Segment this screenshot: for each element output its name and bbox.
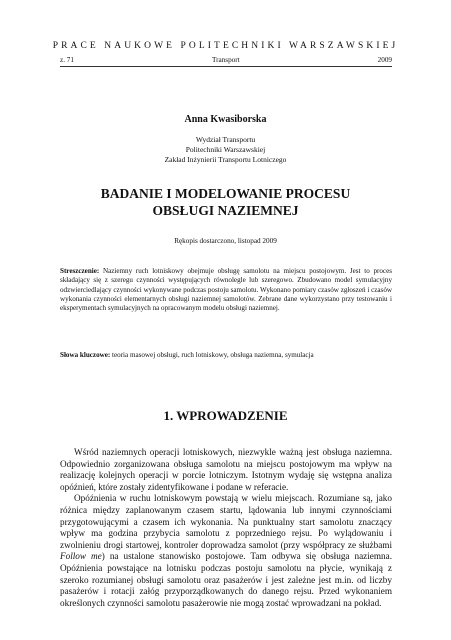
paper-title-line-2: OBSŁUGI NAZIEMNEJ bbox=[152, 203, 299, 218]
abstract-text: Naziemny ruch lotniskowy obejmuje obsługę samolotu na miejscu postojowym. Jest to proces składający się z szeregu czynności występujących równolegle lub szeregowo. Zbudowano model symulacyjny odzwierciedlający czynności wykonywane podczas postoju samolotu. Wykonano pomiary czasów zgłoszeń i czasów wykonania czynności elementarnych obsługi naziemnej samolotów. Zebrane dane wykorzystano przy testowaniu i eksperymentach symulacyjnych na opracowanym modelu obsługi naziemnej. bbox=[60, 267, 392, 313]
affiliation-line-2: Politechniki Warszawskiej bbox=[185, 145, 266, 154]
keywords-label: Słowa kluczowe: bbox=[60, 351, 111, 359]
abstract bbox=[60, 267, 392, 313]
author-name: Anna Kwasiborska bbox=[184, 114, 267, 125]
volume-number: z. 71 bbox=[60, 56, 74, 64]
abstract-label: Streszczenie: bbox=[60, 267, 100, 275]
keywords bbox=[60, 351, 392, 359]
publication-year: 2009 bbox=[377, 56, 392, 64]
body-paragraph: Wśród naziemnych operacji lotniskowych, niezwykle ważną jest obsługa naziemna. Odpowiednio zorganizowana obsługa samolotu na miejscu postojowym ma wpływ na realizację kolejnych operacji w porcie lotniczym. Istotnym wydaję się wstępna analiza opóźnień, które zostały zidentyfikowane i podane w referacie. bbox=[60, 447, 392, 492]
affiliation-line-1: Wydział Transportu bbox=[195, 135, 256, 144]
section-heading: 1. WPROWADZENIE bbox=[163, 408, 288, 423]
header-rule bbox=[60, 66, 392, 67]
journal-section: Transport bbox=[211, 56, 240, 64]
paper-title-line-1: BADANIE I MODELOWANIE PROCESU bbox=[100, 186, 351, 201]
body-text bbox=[60, 447, 392, 609]
journal-series-title: PRACE NAUKOWE POLITECHNIKI WARSZAWSKIEJ bbox=[52, 41, 399, 51]
body-paragraph: Opóźnienia w ruchu lotniskowym powstają w wielu miejscach. Rozumiane są, jako różnica między zaplanowanym czasem startu, lądowania lub innymi czynnościami przygotowującymi a czasem ich wykonania. Na punktualny start samolotu znaczący wpływ ma godzina przybycia samolotu z poprzedniego rejsu. Po wylądowaniu i zwolnieniu drogi startowej, kontroler doprowadza samolot (przy współpracy ze służbami Follow me) na ustalone stanowisko postojowe. Tam odbywa się obsługa naziemna. Opóźnienia powstające na lotnisku podczas postoju samolotu na płycie, wynikają z szeroko rozumianej obsługi samolotu oraz pasażerów i jest zależne jest m.in. od liczby pasażerów i rotacji załóg przyporządkowanych do danego rejsu. Przed wykonaniem określonych czynności samolotu pasażerowie nie mogą zostać wprowadzani na pokład. bbox=[60, 493, 393, 608]
journal-meta-row bbox=[60, 56, 392, 64]
received-date: Rękopis dostarczono, listopad 2009 bbox=[174, 237, 277, 245]
affiliation-line-3: Zakład Inżynierii Transportu Lotniczego bbox=[164, 155, 287, 164]
keywords-text: teoria masowej obsługi, ruch lotniskowy, obsługa naziemna, symulacja bbox=[112, 351, 314, 359]
